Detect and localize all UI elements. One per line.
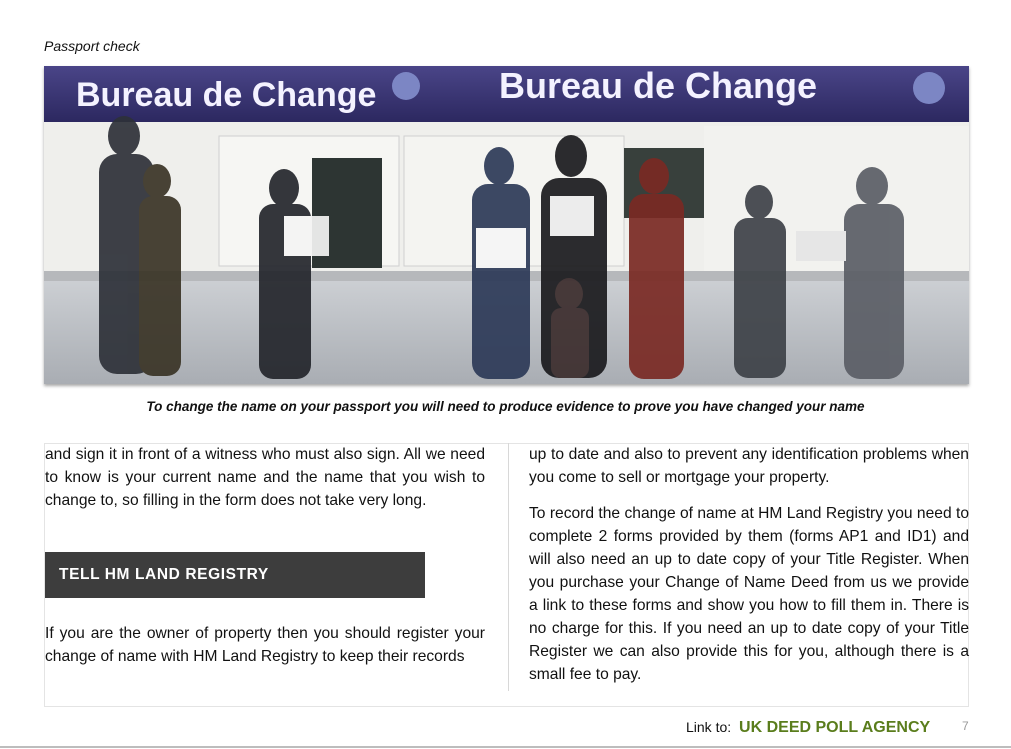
paragraph: If you are the owner of property then you should register your change of name with HM Land Registry to keep their records (45, 625, 485, 665)
paragraph: To record the change of name at HM Land Registry you need to complete 2 forms provided by them (forms AP1 and ID1) and will also need an up to date copy of your Title Register. When you purchase your Change of Name Deed from us we provide a link to these forms and show you how to fill them in. There is no charge for this. If you need an up to date copy of your Title Register we can also provide this for you, although there is a small fee to pay. (529, 505, 969, 683)
paragraph: up to date and also to prevent any identification problems when you come to sell or mortgage your property. (529, 446, 969, 486)
section-heading-banner: TELL HM LAND REGISTRY (45, 552, 425, 598)
uk-deed-poll-agency-link[interactable]: UK DEED POLL AGENCY (739, 719, 931, 736)
column-divider (508, 443, 509, 691)
left-column-text-2 (45, 622, 485, 668)
running-header: Passport check (44, 38, 140, 54)
right-column-text-2 (529, 502, 969, 686)
footer-link-line (686, 719, 930, 737)
sign-text-left: Bureau de Change (76, 76, 377, 114)
footer-link-prefix: Link to: (686, 719, 732, 735)
bureau-de-change-photo (44, 66, 969, 384)
sign-text-right: Bureau de Change (499, 66, 818, 106)
paragraph: and sign it in front of a witness who must also sign. All we need to know is your current name and the name that you wish to change to, so filling in the form does not take very long. (45, 446, 485, 509)
page-number: 7 (962, 719, 969, 733)
logo-left (392, 72, 420, 100)
left-column-text (45, 443, 485, 512)
logo-right (913, 72, 945, 104)
right-column-text (529, 443, 969, 489)
photo-caption: To change the name on your passport you will need to produce evidence to prove you have changed your name (146, 399, 865, 414)
bottom-rule (0, 746, 1011, 748)
